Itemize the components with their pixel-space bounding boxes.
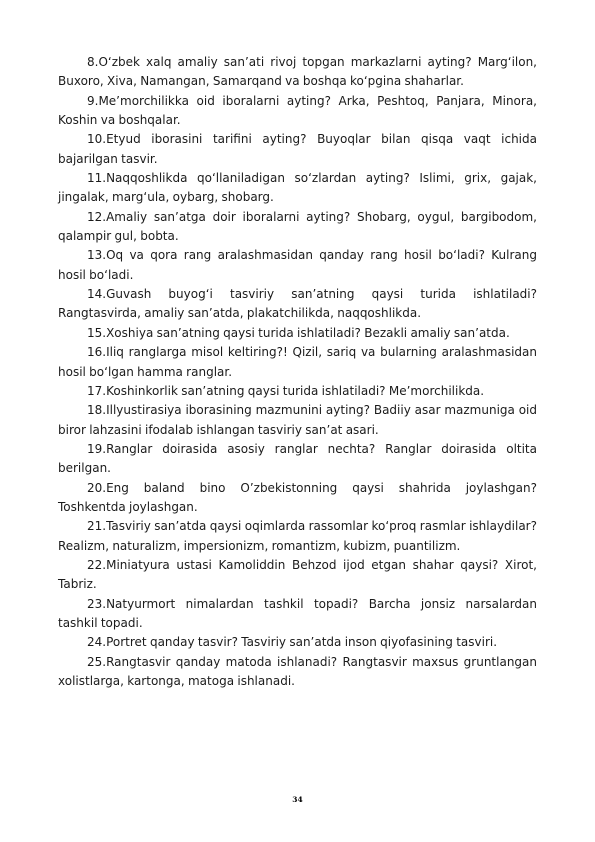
- page-number: 34: [292, 795, 303, 804]
- question-paragraph: 9.Me’morchilikka oid iboralarni ayting? Arka, Peshtoq, Panjara, Minora, Koshin va boshqalar.: [58, 93, 537, 128]
- question-paragraph: 11.Naqqoshlikda qo‘llaniladigan so‘zlardan ayting? Islimi, grix, gajak, jingalak, marg‘ula, oybarg, shobarg.: [58, 171, 537, 205]
- question-paragraph: 22.Miniatyura ustasi Kamoliddin Behzod ijod etgan shahar qaysi? Xirot, Tabriz.: [58, 557, 537, 592]
- question-paragraph: 16.Iliq ranglarga misol keltiring?! Qizil, sariq va bularning aralashmasidan hosil bo‘lgan hamma ranglar.: [58, 345, 537, 379]
- question-paragraph: 24.Portret qanday tasvir? Tasviriy san’atda inson qiyofasining tasviri.: [87, 635, 498, 650]
- question-paragraph: 17.Koshinkorlik san’atning qaysi turida ishlatiladi? Me’morchilikda.: [87, 383, 485, 398]
- question-paragraph: 19.Ranglar doirasida asosiy ranglar nechta? Ranglar doirasida oltita berilgan.: [58, 441, 537, 476]
- question-paragraph: 23.Natyurmort nimalardan tashkil topadi? Barcha jonsiz narsalardan tashkil topadi.: [58, 596, 537, 630]
- question-paragraph: 13.Oq va qora rang aralashmasidan qanday rang hosil bo‘ladi? Kulrang hosil bo‘ladi.: [58, 248, 537, 282]
- question-list: [58, 53, 537, 691]
- question-paragraph: 12.Amaliy san’atga doir iboralarni ayting? Shobarg, oygul, bargibodom, qalampir gul, bobta.: [58, 209, 537, 244]
- question-paragraph: 15.Xoshiya san’atning qaysi turida ishlatiladi? Bezakli amaliy san’atda.: [87, 325, 510, 340]
- question-paragraph: 14.Guvash buyog‘i tasviriy san’atning qaysi turida ishlatiladi? Rangtasvirda, amaliy san’atda, plakatchilikda, naqqoshlikda.: [58, 287, 537, 321]
- question-paragraph: 25.Rangtasvir qanday matoda ishlanadi? Rangtasvir maxsus gruntlangan xolistlarga, kartonga, matoga ishlanadi.: [58, 654, 537, 688]
- question-paragraph: 8.O‘zbek xalq amaliy san’ati rivoj topgan markazlarni ayting? Marg‘ilon, Buxoro, Xiva, Namangan, Samarqand va boshqa ko‘pgina shaharlar.: [58, 55, 537, 89]
- question-paragraph: 21.Tasviriy san’atda qaysi oqimlarda rassomlar ko‘proq rasmlar ishlaydilar? Realizm, naturalizm, impersionizm, romantizm, kubizm, puantilizm.: [58, 519, 537, 553]
- question-paragraph: 20.Eng baland bino O’zbekistonning qaysi shahrida joylashgan? Toshkentda joylashgan.: [58, 480, 537, 514]
- question-paragraph: 10.Etyud iborasini tarifini ayting? Buyoqlar bilan qisqa vaqt ichida bajarilgan tasvir.: [58, 132, 537, 166]
- question-paragraph: 18.Illyustirasiya iborasining mazmunini ayting? Badiiy asar mazmuniga oid biror lahzasini ifodalab ishlangan tasviriy san’at asari.: [58, 403, 537, 437]
